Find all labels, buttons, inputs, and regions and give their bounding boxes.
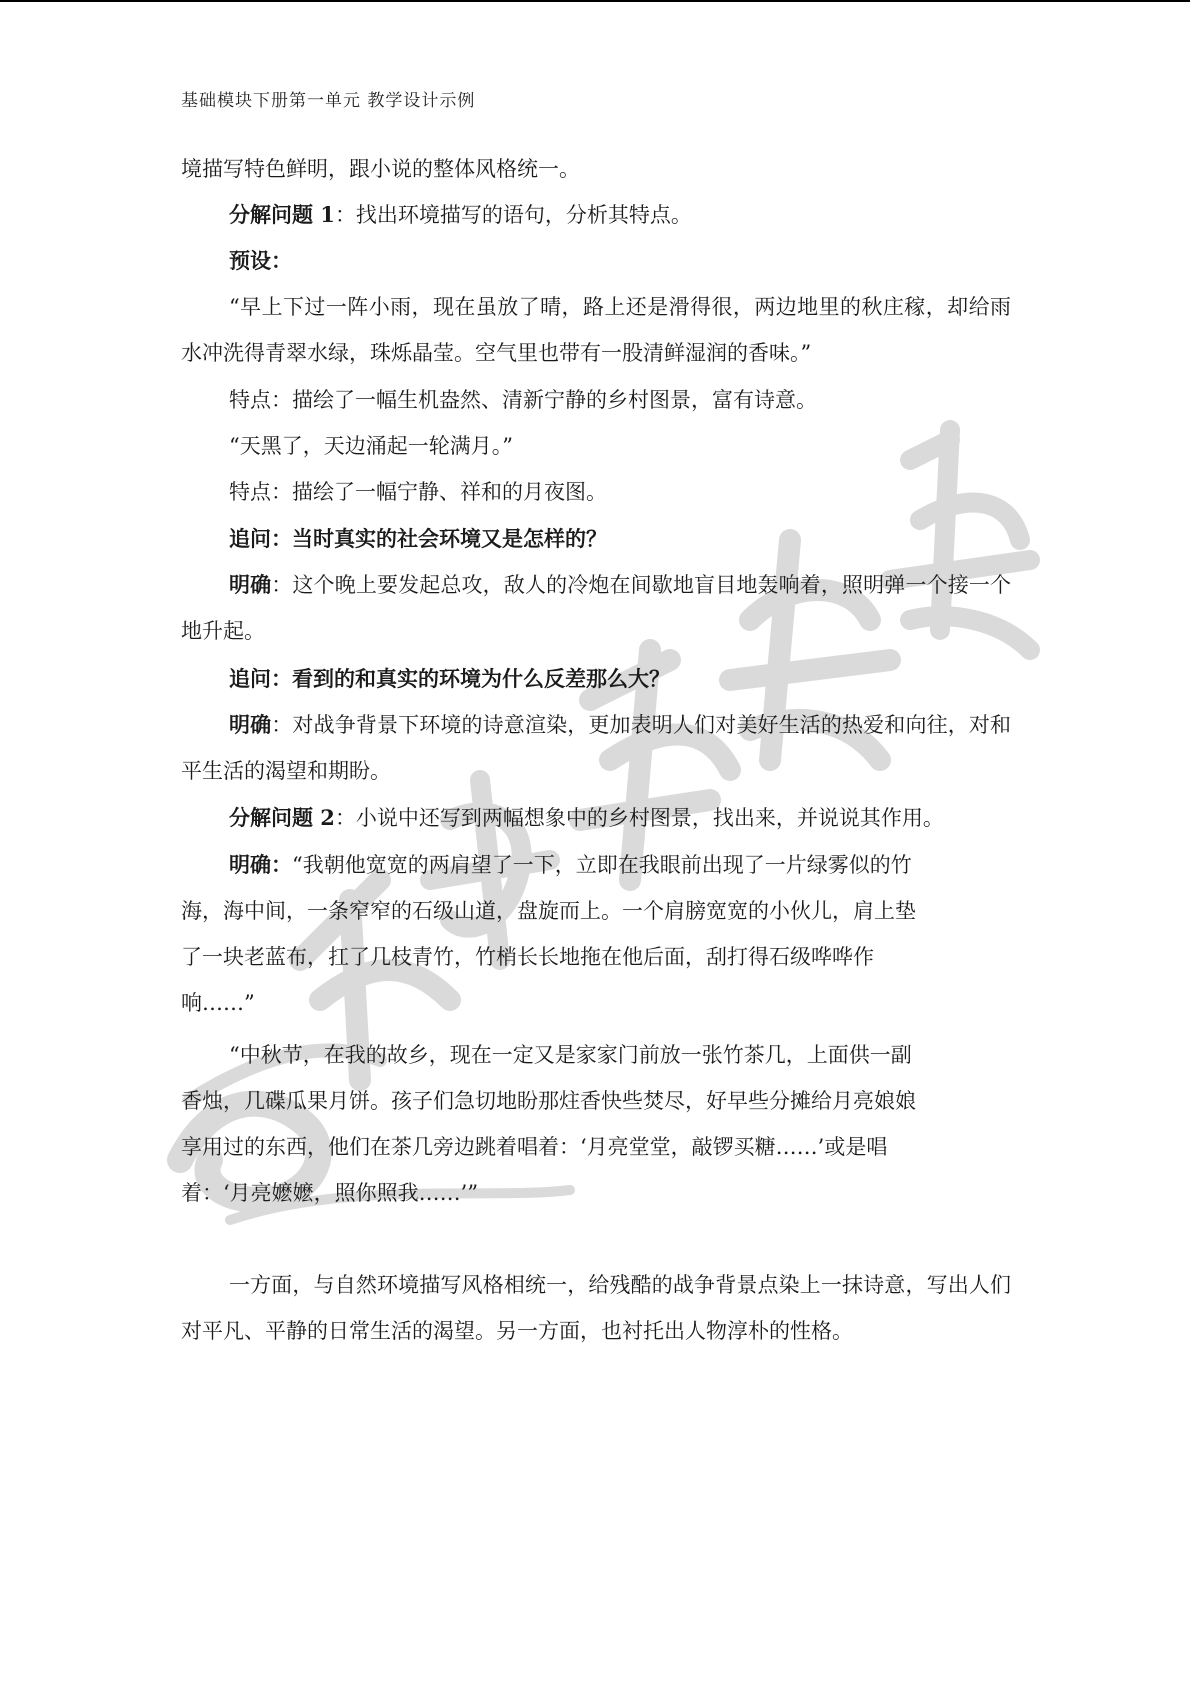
clarify-2-label: 明确 <box>229 712 272 737</box>
question-2 <box>181 795 1011 841</box>
quote-mid-autumn-line-1: “中秋节，在我的故乡，现在一定又是家家门前放一张竹茶几，上面供一副 <box>229 1043 912 1067</box>
quote-mid-autumn-line-4: 着：‘月亮嬷嬷，照你照我……’” <box>181 1181 479 1205</box>
follow-up-question-1: 追问：当时真实的社会环境又是怎样的？ <box>229 526 607 551</box>
question-2-label: 分解问题 2 <box>229 805 335 830</box>
feature-1: 特点：描绘了一幅生机盎然、清新宁静的乡村图景，富有诗意。 <box>229 388 817 412</box>
question-2-text: ：小说中还写到两幅想象中的乡村图景，找出来，并说说其作用。 <box>334 806 944 830</box>
clarify-3-text: “我朝他宽宽的两肩望了一下，立即在我眼前出现了一片绿雾似的竹 <box>292 853 912 877</box>
question-1-text: ：找出环境描写的语句，分析其特点。 <box>334 203 692 227</box>
top-rule <box>0 0 1190 2</box>
clarify-2-text: ：对战争背景下环境的诗意渲染，更加表明人们对美好生活的热爱和向往，对和平生活的渴望和期盼。 <box>181 713 1011 783</box>
clarify-3-line-2: 海，海中间，一条窄窄的石级山道，盘旋而上。一个肩膀宽宽的小伙儿，肩上垫 <box>181 899 916 923</box>
quote-mid-autumn-line-2: 香烛，几碟瓜果月饼。孩子们急切地盼那炷香快些焚尽，好早些分摊给月亮娘娘 <box>181 1089 916 1113</box>
clarify-1-label: 明确 <box>229 572 272 597</box>
clarify-2 <box>181 702 1011 794</box>
preset-label: 预设： <box>229 248 292 273</box>
paragraph-continuation: 境描写特色鲜明，跟小说的整体风格统一。 <box>181 157 580 181</box>
quote-rain: “早上下过一阵小雨，现在虽放了晴，路上还是滑得很，两边地里的秋庄稼，却给雨水冲洗得青翠水绿，珠烁晶莹。空气里也带有一股清鲜湿润的香味。” <box>181 295 1011 365</box>
conclusion-paragraph: 一方面，与自然环境描写风格相统一，给残酷的战争背景点染上一抹诗意，写出人们对平凡、平静的日常生活的渴望。另一方面，也衬托出人物淳朴的性格。 <box>181 1273 1011 1343</box>
quote-moon: “天黑了，天边涌起一轮满月。” <box>229 434 513 458</box>
question-1 <box>181 192 1011 238</box>
follow-up-question-2: 追问：看到的和真实的环境为什么反差那么大？ <box>229 666 670 691</box>
quote-mid-autumn-line-3: 享用过的东西，他们在茶几旁边跳着唱着：‘月亮堂堂，敲锣买糖……’或是唱 <box>181 1135 888 1159</box>
running-header: 基础模块下册第一单元 教学设计示例 <box>181 91 476 111</box>
clarify-3-line-3: 了一块老蓝布，扛了几枝青竹，竹梢长长地拖在他后面，刮打得石级哗哗作 <box>181 945 874 969</box>
clarify-1 <box>181 562 1011 654</box>
feature-2: 特点：描绘了一幅宁静、祥和的月夜图。 <box>229 480 607 504</box>
clarify-3-line-1 <box>181 842 1011 888</box>
clarify-1-text: ：这个晚上要发起总攻，敌人的冷炮在间歇地盲目地轰响着，照明弹一个接一个地升起。 <box>181 573 1011 643</box>
clarify-3-label: 明确： <box>229 852 292 877</box>
question-1-label: 分解问题 1 <box>229 202 335 227</box>
clarify-3-line-4: 响……” <box>181 991 255 1015</box>
